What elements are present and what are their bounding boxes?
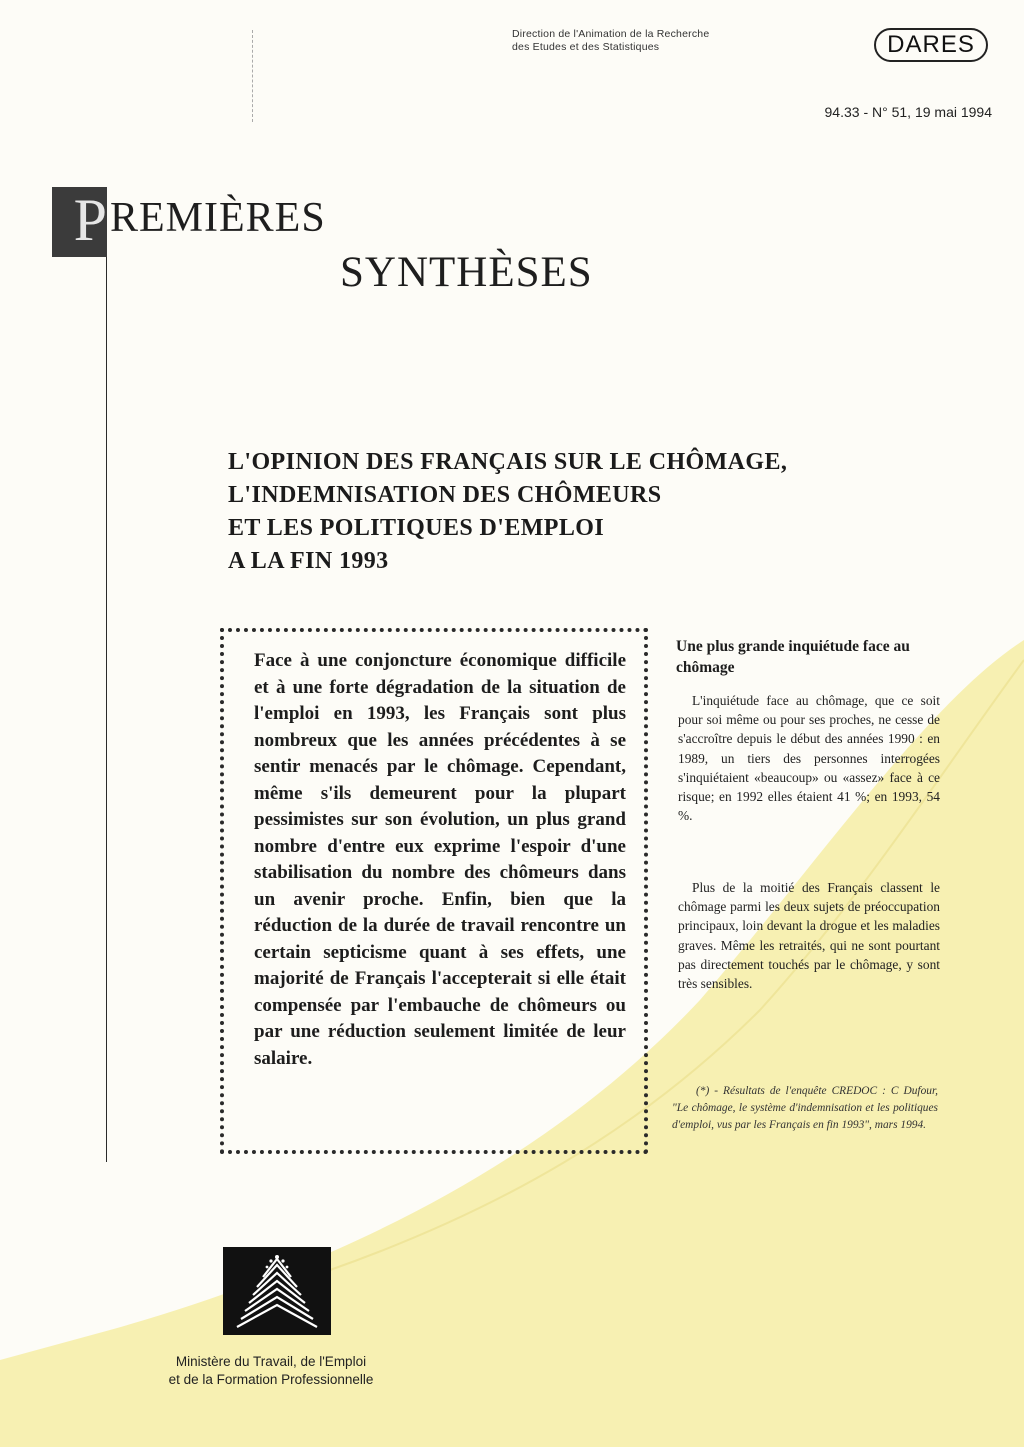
masthead-word-1: REMIÈRES xyxy=(110,195,326,241)
direction-label xyxy=(512,28,709,54)
direction-line-2: des Etudes et des Statistiques xyxy=(512,41,660,53)
section-heading: Une plus grande inquiétude face au chômage xyxy=(676,638,910,676)
title-line-4: A LA FIN 1993 xyxy=(228,548,389,574)
ministry-line-2: et de la Formation Professionnelle xyxy=(168,1372,374,1387)
fold-mark xyxy=(252,30,254,122)
masthead-vertical-rule xyxy=(106,257,107,1162)
title-line-1: L'OPINION DES FRANÇAIS SUR LE CHÔMAGE, xyxy=(228,449,788,475)
dares-badge: DARES xyxy=(874,28,988,62)
direction-line-1: Direction de l'Animation de la Recherche xyxy=(512,28,710,40)
masthead-initial: P xyxy=(73,187,107,253)
ministry-logo-icon xyxy=(223,1247,331,1335)
title-line-3: ET LES POLITIQUES D'EMPLOI xyxy=(228,515,605,541)
ministry-line-1: Ministère du Travail, de l'Emploi xyxy=(175,1354,367,1369)
page-title xyxy=(228,446,928,578)
title-line-2: L'INDEMNISATION DES CHÔMEURS xyxy=(228,482,662,508)
issue-reference: 94.33 - N° 51, 19 mai 1994 xyxy=(824,104,992,120)
ministry-name xyxy=(146,1353,396,1389)
summary-box xyxy=(220,628,648,1154)
footnote: (*) - Résultats de l'enquête CREDOC : C Dufour, "Le chômage, le système d'indemnisation et les politiques d'emploi, vus par les Français en fin 1993", mars 1994. xyxy=(672,1085,938,1131)
summary-text: Face à une conjoncture économique difficile et à une forte dégradation de la situation de l'emploi en 1993, les Français sont plus nombreux que les années précédentes à se sentir menacés par le chômage. Cependant, même s'ils demeurent pour la plupart pessimistes sur son évolution, un plus grand nombre d'entre eux exprime l'espoir d'une stabilisation du nombre des chômeurs dans un avenir proche. Enfin, bien que la réduction de la durée de travail rencontre un certain septicisme quant à ses effets, une majorité de Français l'accepterait si elle était compensée par l'embauche de chômeurs ou par une réduction seulement limitée de leur salaire. xyxy=(254,650,626,1069)
body-paragraph-1: L'inquiétude face au chômage, que ce soit pour soi même ou pour ses proches, ne cesse de s'accroître depuis le début des années 1990 : en 1989, un tiers des personnes interrogées s'inquiétaient «beaucoup» ou «assez» face à ce risque; en 1992 elles étaient 41 %; en 1993, 54 %. xyxy=(678,693,940,824)
masthead-word-2: SYNTHÈSES xyxy=(340,249,593,296)
body-paragraph-2: Plus de la moitié des Français classent le chômage parmi les deux sujets de préoccupation principaux, loin devant la drogue et les maladies graves. Même les retraités, qui ne sont pourtant pas directement touchés par le chômage, y sont très sensibles. xyxy=(678,880,940,992)
